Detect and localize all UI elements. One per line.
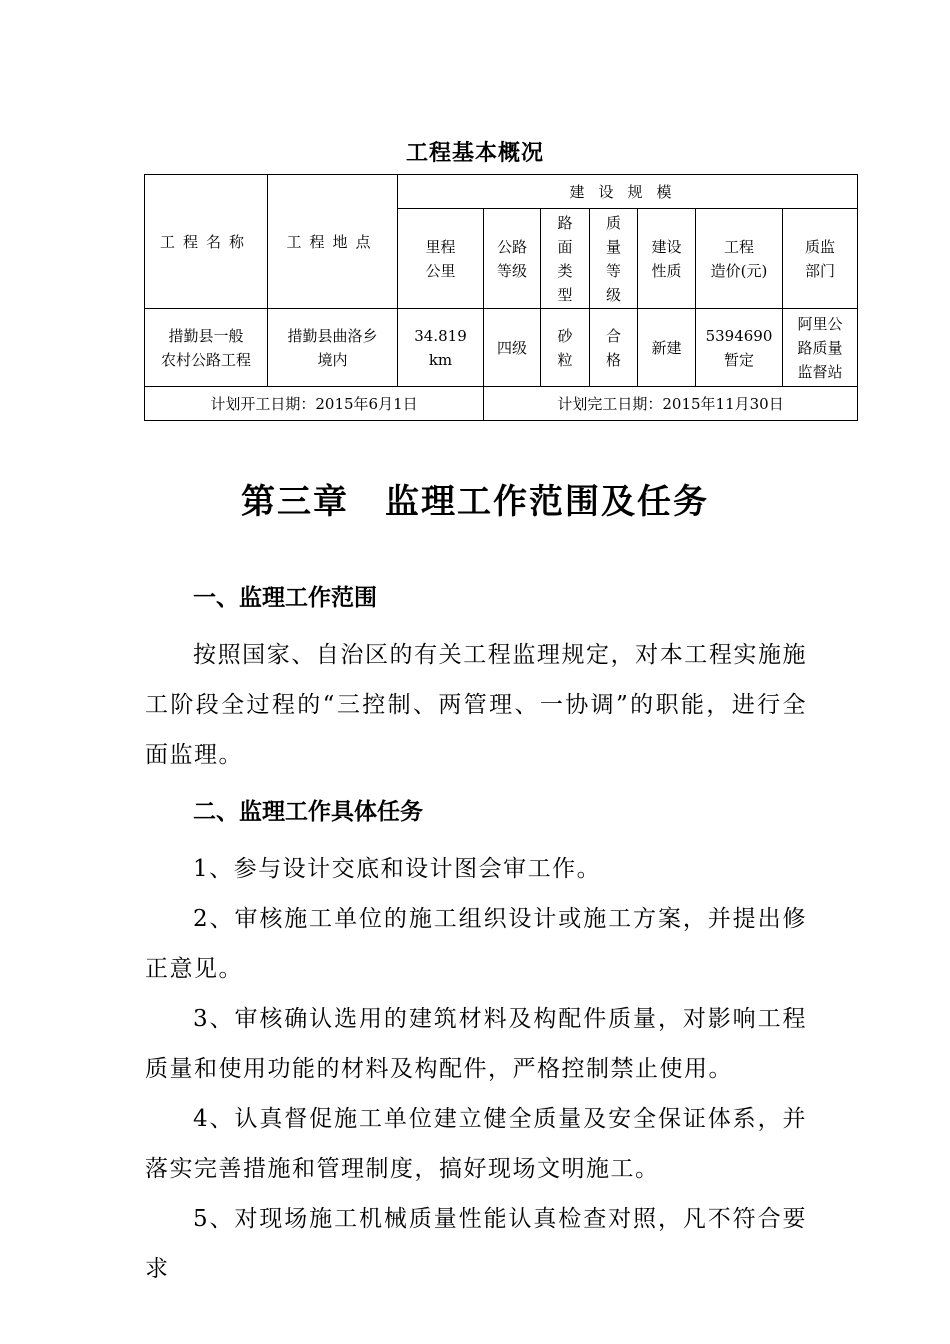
task-item: 5、对现场施工机械质量性能认真检查对照，凡不符合要求 [145,1206,807,1282]
task-item: 2、审核施工单位的施工组织设计或施工方案，并提出修正意见。 [145,906,807,982]
chapter-body [145,580,807,1294]
header-construction-nature: 建设 性质 [638,209,696,309]
header-surface-type: 路 面 类 型 [541,209,590,309]
task-item: 3、审核确认选用的建筑材料及构配件质量，对影响工程质量和使用功能的材料及构配件，严格控制禁止使用。 [145,1006,807,1082]
cell-road-grade: 四级 [484,309,541,387]
cell-mileage: 34.819 km [398,309,484,387]
cell-start-date: 计划开工日期：2015年6月1日 [145,387,484,421]
cell-end-date: 计划完工日期：2015年11月30日 [484,387,858,421]
header-road-grade: 公路 等级 [484,209,541,309]
header-project-cost: 工程 造价(元) [696,209,783,309]
cell-quality-grade: 合 格 [590,309,638,387]
section-heading: 一、监理工作范围 [193,584,377,611]
cell-supervision-dept: 阿里公 路质量 监督站 [783,309,858,387]
task-item: 4、认真督促施工单位建立健全质量及安全保证体系，并落实完善措施和管理制度，搞好现场文明施工。 [145,1106,807,1182]
task-item: 1、参与设计交底和设计图会审工作。 [193,856,602,882]
cell-project-location: 措勤县曲洛乡 境内 [268,309,398,387]
header-mileage: 里程 公里 [398,209,484,309]
cell-construction-nature: 新建 [638,309,696,387]
cell-project-name: 措勤县一般 农村公路工程 [145,309,268,387]
header-project-location: 工程地点 [268,175,398,309]
header-supervision-dept: 质监 部门 [783,209,858,309]
header-construction-scale: 建设规模 [398,175,858,209]
header-project-name: 工程名称 [145,175,268,309]
cell-project-cost: 5394690 暂定 [696,309,783,387]
paragraph: 按照国家、自治区的有关工程监理规定，对本工程实施施工阶段全过程的“三控制、两管理、一协调”的职能，进行全面监理。 [145,642,807,768]
cell-surface-type: 砂 粒 [541,309,590,387]
header-quality-grade: 质 量 等 级 [590,209,638,309]
project-overview-table [144,174,858,421]
section-heading: 二、监理工作具体任务 [193,798,423,825]
chapter-title: 第三章 监理工作范围及任务 [241,482,709,522]
table-title: 工程基本概况 [405,140,544,166]
